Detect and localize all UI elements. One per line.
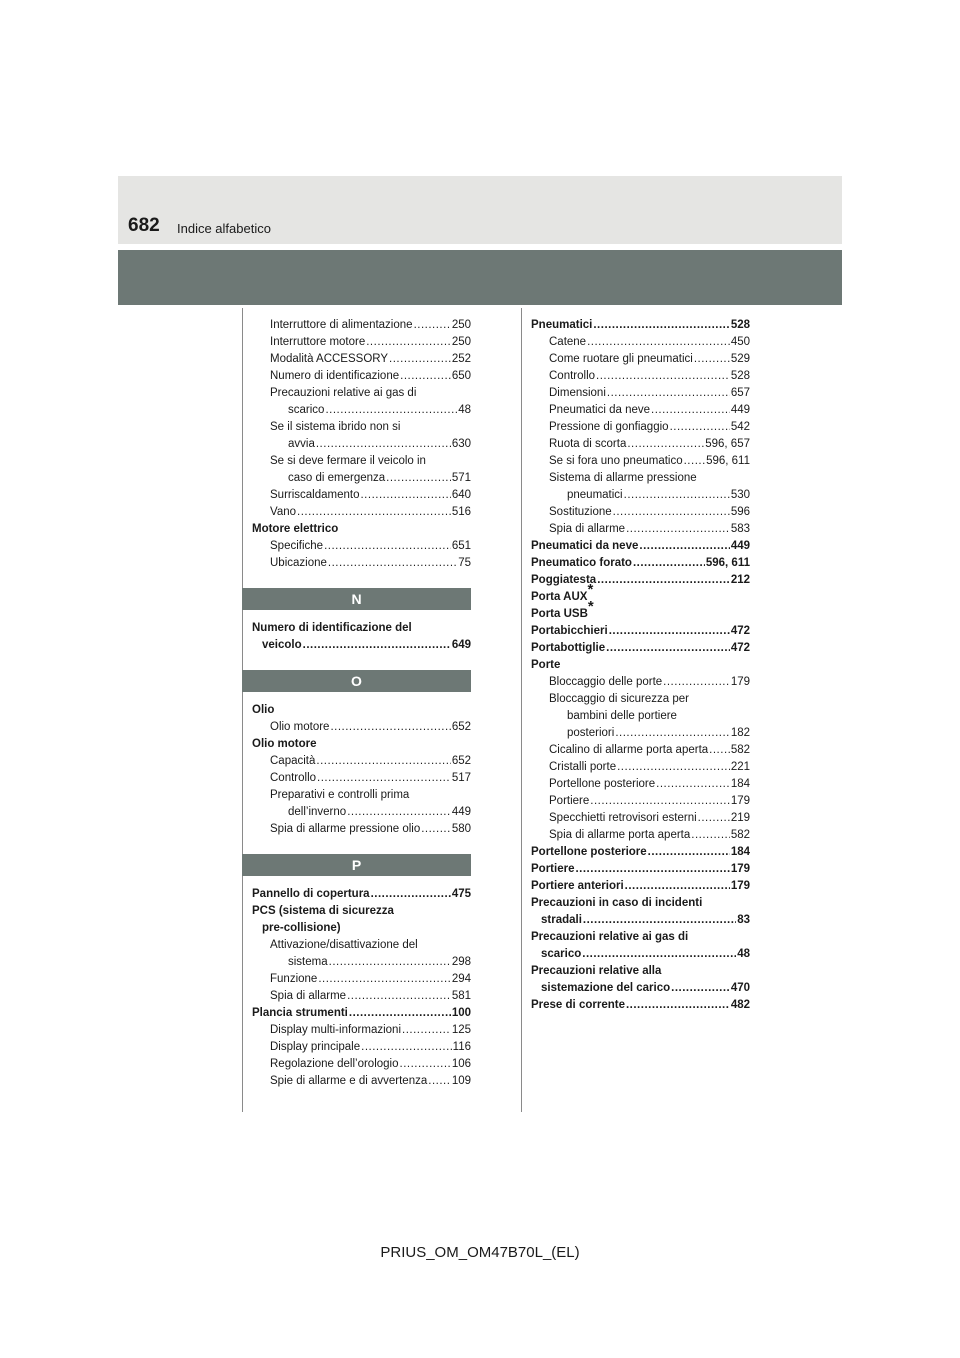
index-entry-line: Precauzioni relative ai gas di xyxy=(270,387,417,399)
index-entry: Bloccaggio delle porte ..... 179 xyxy=(531,674,750,691)
index-entry: Cristalli porte ..... 221 xyxy=(531,759,750,776)
index-entry-line: Preparativi e controlli prima xyxy=(270,789,410,801)
index-heading: Olio motore xyxy=(252,738,317,750)
index-heading xyxy=(531,598,750,623)
index-entry: scarico ..... 48 xyxy=(531,946,750,963)
index-entry: Catene ..... 450 xyxy=(531,334,750,351)
index-entry: Ubicazione ..... 75 xyxy=(252,555,471,572)
index-entry: sistema ..... 298 xyxy=(252,954,471,971)
index-entry: Funzione ..... 294 xyxy=(252,971,471,988)
index-entry: scarico ..... 48 xyxy=(252,402,471,419)
index-entry: stradali ..... 83 xyxy=(531,912,750,929)
header-band xyxy=(118,250,842,305)
section-letter-o: O xyxy=(242,670,471,692)
index-entry: Portellone posteriore ..... 184 xyxy=(531,844,750,861)
index-entry-line: Se si deve fermare il veicolo in xyxy=(270,455,426,467)
index-entry: caso di emergenza ..... 571 xyxy=(252,470,471,487)
index-entry: Ruota di scorta ..... 596, 657 xyxy=(531,436,750,453)
index-heading: Precauzioni relative ai gas di xyxy=(531,931,689,943)
index-column-left xyxy=(252,317,471,1090)
index-entry: Poggiatesta ..... 212 xyxy=(531,572,750,589)
index-entry: Pneumatici da neve ..... 449 xyxy=(531,538,750,555)
index-entry: Portiere ..... 179 xyxy=(531,861,750,878)
index-entry-line: Se il sistema ibrido non si xyxy=(270,421,401,433)
index-entry: Spia di allarme ..... 583 xyxy=(531,521,750,538)
index-entry-line: Sistema di allarme pressione xyxy=(549,472,697,484)
page-title: Indice alfabetico xyxy=(177,221,271,236)
index-entry: Plancia strumenti ..... 100 xyxy=(252,1005,471,1022)
index-entry: pneumatici ..... 530 xyxy=(531,487,750,504)
index-heading: PCS (sistema di sicurezza xyxy=(252,905,394,917)
index-entry: Portabicchieri ..... 472 xyxy=(531,623,750,640)
index-entry: avvia ..... 630 xyxy=(252,436,471,453)
index-entry: Interruttore motore ..... 250 xyxy=(252,334,471,351)
index-entry-line: Attivazione/disattivazione del xyxy=(270,939,418,951)
index-entry: Interruttore di alimentazione ..... 250 xyxy=(252,317,471,334)
index-entry: Cicalino di allarme porta aperta ..... 582 xyxy=(531,742,750,759)
index-entry: Controllo ..... 528 xyxy=(531,368,750,385)
column-divider-right xyxy=(521,308,522,1112)
index-entry: Display multi-informazioni ..... 125 xyxy=(252,1022,471,1039)
index-entry: Specchietti retrovisori esterni ..... 219 xyxy=(531,810,750,827)
column-divider-left xyxy=(242,308,243,1112)
index-entry: Spia di allarme ..... 581 xyxy=(252,988,471,1005)
index-entry: Capacità ..... 652 xyxy=(252,753,471,770)
porta-usb-label: Porta USB xyxy=(531,608,588,620)
index-entry: Portabottiglie ..... 472 xyxy=(531,640,750,657)
index-entry: Spia di allarme pressione olio ..... 580 xyxy=(252,821,471,838)
index-entry: Display principale ..... 116 xyxy=(252,1039,471,1056)
index-entry: Pneumatici ..... 528 xyxy=(531,317,750,334)
index-entry: Dimensioni ..... 657 xyxy=(531,385,750,402)
index-entry: Portellone posteriore ..... 184 xyxy=(531,776,750,793)
index-entry: sistemazione del carico ..... 470 xyxy=(531,980,750,997)
index-entry: Specifiche ..... 651 xyxy=(252,538,471,555)
index-entry: Spie di allarme e di avvertenza ..... 109 xyxy=(252,1073,471,1090)
asterisk-icon: * xyxy=(587,581,594,598)
index-heading xyxy=(531,581,750,606)
index-entry: posteriori ..... 182 xyxy=(531,725,750,742)
index-entry: Numero di identificazione ..... 650 xyxy=(252,368,471,385)
index-heading: Precauzioni relative alla xyxy=(531,965,662,977)
index-heading: Motore elettrico xyxy=(252,523,339,535)
page-number: 682 xyxy=(128,215,160,236)
index-heading: pre-collisione) xyxy=(262,922,341,934)
index-entry: veicolo ..... 649 xyxy=(252,637,471,654)
index-entry: Sostituzione ..... 596 xyxy=(531,504,750,521)
asterisk-icon: * xyxy=(587,598,594,615)
index-heading: Porte xyxy=(531,659,561,671)
index-entry: Spia di allarme porta aperta ..... 582 xyxy=(531,827,750,844)
index-entry: Portiere ..... 179 xyxy=(531,793,750,810)
section-letter-n: N xyxy=(242,588,471,610)
index-entry: Olio motore ..... 652 xyxy=(252,719,471,736)
section-letter-p: P xyxy=(242,854,471,876)
index-heading: Numero di identificazione del xyxy=(252,622,412,634)
porta-aux-label: Porta AUX xyxy=(531,591,588,603)
index-heading: Precauzioni in caso di incidenti xyxy=(531,897,703,909)
index-entry: dell’inverno ..... 449 xyxy=(252,804,471,821)
index-entry-line: bambini delle portiere xyxy=(567,710,677,722)
index-entry: Modalità ACCESSORY ..... 252 xyxy=(252,351,471,368)
index-entry: Se si fora uno pneumatico ..... 596, 611 xyxy=(531,453,750,470)
index-entry: Surriscaldamento ..... 640 xyxy=(252,487,471,504)
index-entry: Come ruotare gli pneumatici ..... 529 xyxy=(531,351,750,368)
index-heading: Olio xyxy=(252,704,275,716)
index-entry: Portiere anteriori ..... 179 xyxy=(531,878,750,895)
index-entry: Pannello di copertura ..... 475 xyxy=(252,886,471,903)
index-entry: Pneumatici da neve ..... 449 xyxy=(531,402,750,419)
index-entry: Vano ..... 516 xyxy=(252,504,471,521)
index-column-right xyxy=(531,317,750,1014)
index-entry: Pneumatico forato ..... 596, 611 xyxy=(531,555,750,572)
index-entry: Regolazione dell’orologio ..... 106 xyxy=(252,1056,471,1073)
index-entry: Controllo ..... 517 xyxy=(252,770,471,787)
index-entry-line: Bloccaggio di sicurezza per xyxy=(549,693,689,705)
index-entry: Pressione di gonfiaggio ..... 542 xyxy=(531,419,750,436)
document-code: PRIUS_OM_OM47B70L_(EL) xyxy=(380,1244,580,1261)
index-entry: Prese di corrente ..... 482 xyxy=(531,997,750,1014)
